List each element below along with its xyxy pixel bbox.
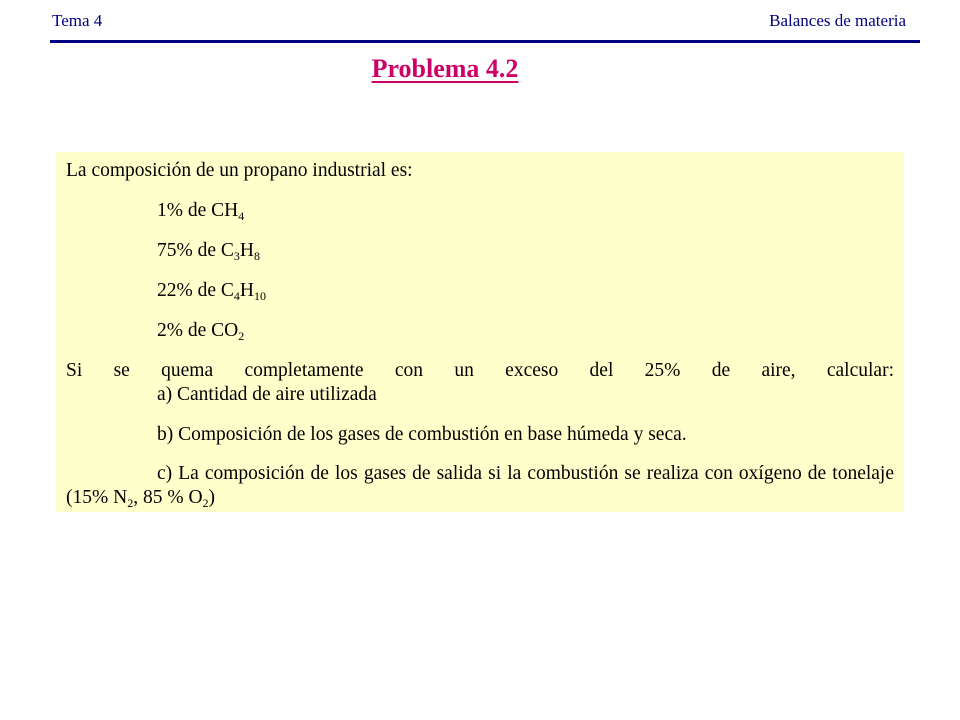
component-c4h10: 22% de $C_4H_{10}$ (157, 280, 266, 303)
intro-text: La composición de un propano industrial es: (66, 160, 413, 181)
question-item-b: b) Composición de los gases de combustión en base húmeda y seca. (157, 424, 687, 445)
question-item-a: a) Cantidad de aire utilizada (157, 384, 377, 405)
problem-statement-box (56, 152, 904, 512)
component-ch4: 1% de $CH_4$ (157, 200, 245, 223)
component-c3h8: 75% de $C_3H_8$ (157, 240, 260, 263)
question-line: Si se quema completamente con un exceso del 25% de aire, calcular: (66, 360, 894, 381)
component-co2: 2% de $CO_2$ (157, 320, 245, 343)
question-item-c: c) La composición de los gases de salida si la combustión se realiza con oxígeno de tonelaje (15% $N_2$, 85 % $O_2$) (66, 463, 894, 510)
header-topic: Tema 4 (52, 11, 103, 30)
header-divider (50, 40, 920, 43)
header-subject: Balances de materia (769, 11, 906, 30)
page-title: Problema 4.2 (371, 54, 519, 83)
